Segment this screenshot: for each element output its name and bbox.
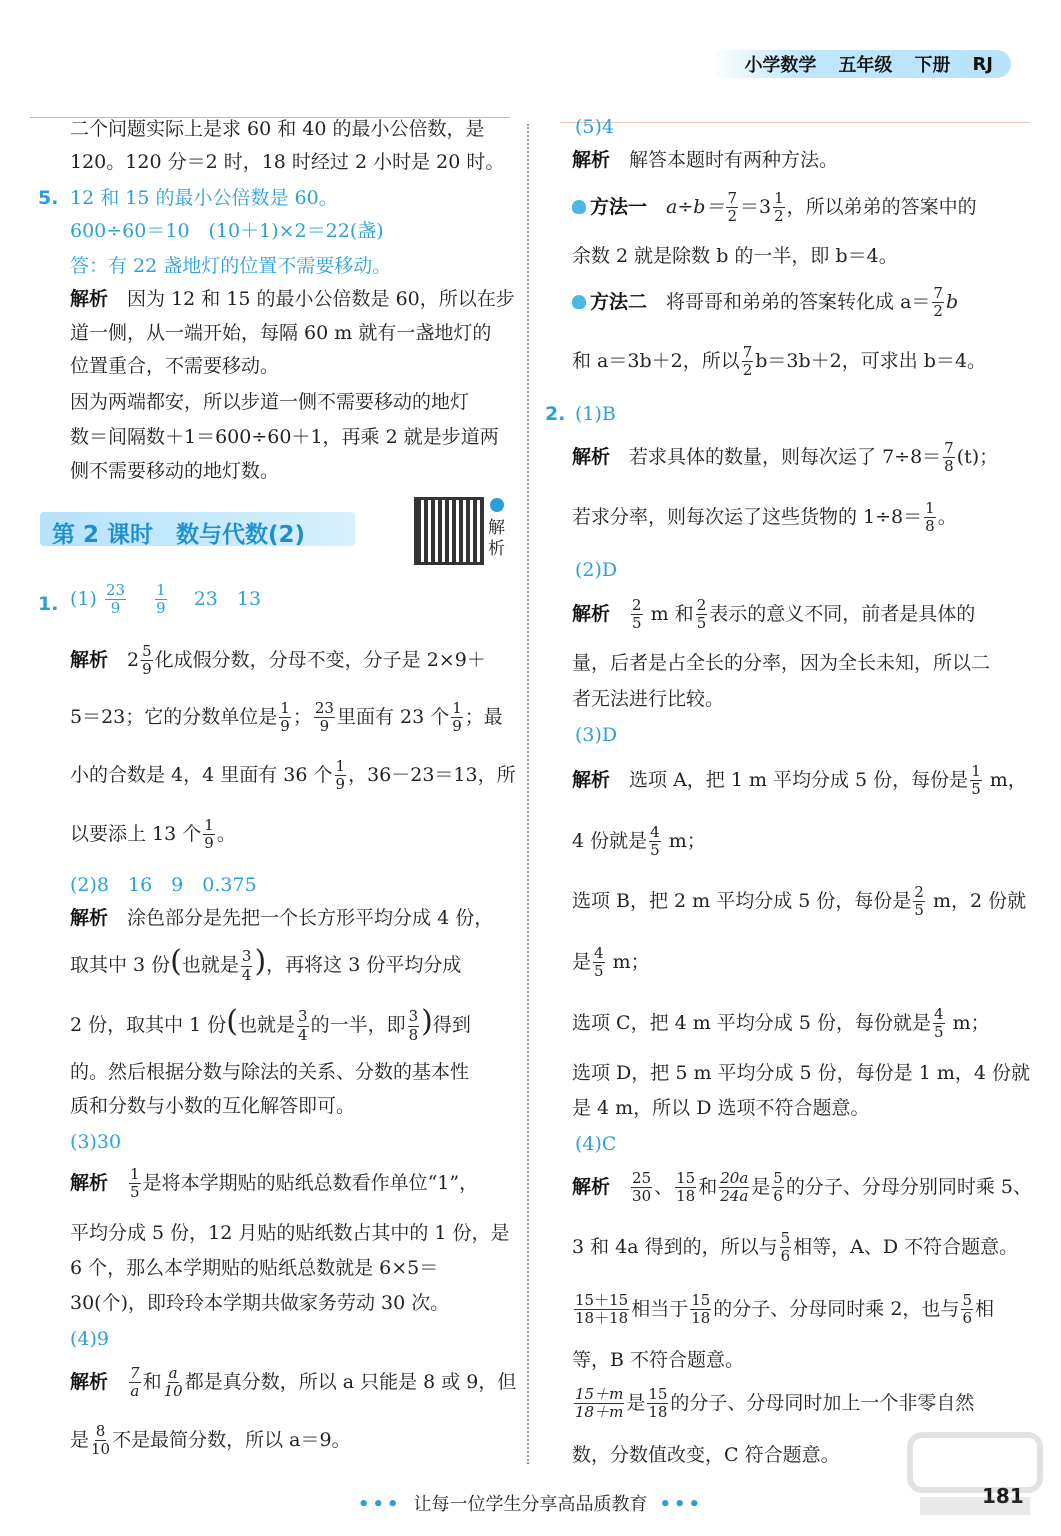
frac-num: 5: [962, 1291, 972, 1309]
fraction-7-a: [129, 1365, 141, 1401]
q1-explain-3: [70, 758, 516, 794]
q2-text: 的分子、分母分别同时乘 5、: [785, 1175, 1032, 1198]
q5-explain-4: 因为两端都安，所以步道一侧不需要移动的地灯: [70, 391, 470, 413]
fraction-3-4: [241, 948, 253, 984]
fraction-4-5: [593, 945, 605, 981]
q1-3-explain-2: 平均分成 5 份，12 月贴的贴纸数占其中的 1 份，是: [70, 1222, 510, 1244]
q2-4-explain-3: [572, 1292, 994, 1328]
frac-num: 4: [933, 1005, 944, 1023]
q1-3-explain-1: [70, 1166, 478, 1202]
frac-num: 8: [95, 1422, 106, 1440]
q1-2-text: 的一半，即: [310, 1014, 406, 1036]
fraction-1-2: [773, 190, 785, 226]
fraction-8-10: [91, 1423, 110, 1459]
explain-label: 解析: [572, 149, 611, 171]
q2-text: 选项 A，把 1 m 平均分成 5 份，每份是: [629, 768, 969, 791]
q5-answer-c: 答：有 22 盏地灯的位置不需要移动。: [70, 255, 392, 277]
frac-num: 4: [594, 944, 604, 962]
header-grade: 五年级: [838, 55, 893, 76]
q1-2-text: 涂色部分是先把一个长方形平均分成 4 份，: [127, 907, 494, 929]
q2-4-explain-1: [572, 1170, 1032, 1206]
explain-label: 解析: [70, 648, 109, 671]
q1-2-answer: (2)8 16 9 0.375: [70, 874, 257, 896]
frac-den: a: [130, 1382, 140, 1401]
frac-den: 2: [727, 207, 737, 226]
q5-answer-a: 12 和 15 的最小公倍数是 60。: [70, 187, 338, 209]
fraction-20a-24a: [719, 1170, 749, 1206]
q2-4-explain-4: 等，B 不符合题意。: [572, 1349, 745, 1371]
frac-num: 7: [727, 189, 737, 207]
frac-den: 5: [650, 841, 660, 860]
fraction-15p15-18p18: [574, 1292, 629, 1328]
frac-den: 5: [594, 962, 604, 981]
q5-explain-1: [70, 290, 515, 309]
fraction-5-6: [772, 1170, 784, 1206]
q2-text: 4 份就是: [572, 829, 648, 852]
q2-text: 。: [937, 505, 957, 528]
header-subject: 小学数学: [744, 55, 817, 76]
column-divider: [527, 124, 529, 1464]
q2-text: 表示的意义不同，前者是具体的: [709, 602, 976, 625]
q1-text: ，36－23＝13，所: [348, 763, 516, 786]
q2-text: 相: [974, 1297, 994, 1320]
method-1-line-1: [572, 190, 977, 226]
footer-dots-left: •••: [357, 1494, 402, 1515]
q2-3-answer: (3)D: [575, 724, 618, 746]
frac-den: 2: [933, 302, 943, 321]
q2-1-explain-1: [572, 440, 998, 476]
frac-den: 8: [408, 1025, 419, 1044]
q2-4-answer: (4)C: [575, 1133, 617, 1155]
q1-2-text: ，再将这 3 份平均分成: [266, 954, 462, 976]
q1-2-text: 得到: [432, 1014, 471, 1036]
frac-den: 24a: [720, 1187, 749, 1206]
explain-label: 解析: [572, 602, 611, 625]
q2-text: 是: [626, 1391, 646, 1414]
q2-text: 相等，A、D 不符合题意。: [793, 1235, 1019, 1258]
q5-explain-3: 位置重合，不需要移动。: [70, 355, 280, 377]
frac-num: 1: [204, 816, 214, 834]
q1-4-text: 不是最简分数，所以 a＝9。: [112, 1428, 351, 1451]
frac-den: 9: [142, 660, 152, 679]
q2-text: m；: [952, 1011, 990, 1034]
fraction-1-9: [335, 758, 347, 794]
q1-text: ；: [292, 705, 312, 728]
q2-text: (t)；: [956, 445, 999, 468]
frac-num: 15＋15: [575, 1291, 629, 1309]
q2-text: 的分子、分母同时加上一个非零自然: [670, 1391, 975, 1414]
page-number: 181: [982, 1484, 1024, 1508]
frac-num: 1: [971, 762, 981, 780]
fraction-2-5: [696, 597, 708, 633]
explain-label: 解析: [70, 1370, 109, 1393]
q1-4-answer: (4)9: [70, 1328, 110, 1350]
q2-4-explain-5: [572, 1386, 974, 1422]
method-text: ＝3: [740, 195, 772, 218]
frac-den: 2: [742, 361, 753, 380]
frac-den: 18: [691, 1309, 711, 1328]
frac-num: 2: [696, 596, 707, 614]
header-divider-right: [560, 122, 1030, 123]
fraction-1-9: [155, 582, 167, 618]
fraction-7-8: [943, 440, 955, 476]
fraction-1-5: [129, 1166, 141, 1202]
q2-3-explain-7: 是 4 m，所以 D 选项不符合题意。: [572, 1097, 870, 1119]
paren-right: ): [254, 944, 267, 979]
q2-1-explain-2: [572, 500, 957, 536]
q5-explain-6: 侧不需要移动的地灯数。: [70, 460, 280, 482]
fraction-1-9: [279, 700, 291, 736]
frac-num: 7: [944, 439, 954, 457]
q2-2-explain-3: 者无法进行比较。: [572, 688, 725, 710]
q2-text: 若求具体的数量，则每次运了 7÷8＝: [629, 445, 942, 468]
fraction-3-8: [408, 1008, 420, 1044]
q2-3-explain-6: 选项 D，把 5 m 平均分成 5 份，每份是 1 m，4 份就: [572, 1062, 1030, 1084]
frac-num: a: [168, 1364, 178, 1382]
frac-num: 15: [648, 1385, 668, 1403]
explain-label: 解析: [572, 768, 611, 791]
q1-4-explain-2: [70, 1423, 351, 1459]
method-text: 和 a＝3b＋2，所以: [572, 349, 740, 372]
frac-den: 10: [163, 1382, 183, 1401]
frac-num: 2: [914, 883, 924, 901]
play-icon: [490, 498, 504, 512]
q1-4-explain-1: [70, 1365, 516, 1401]
fraction-7-2: [932, 285, 944, 321]
frac-den: 4: [298, 1025, 308, 1044]
footer-dots-right: •••: [659, 1494, 704, 1515]
frac-num: 15: [676, 1169, 696, 1187]
method-1-line-2: 余数 2 就是除数 b 的一半，即 b＝4。: [572, 245, 898, 267]
frac-den: 18＋m: [575, 1403, 624, 1422]
section-title: 第 2 课时 数与代数(2): [52, 522, 306, 548]
fraction-5-6: [961, 1292, 973, 1328]
frac-den: 9: [319, 717, 330, 736]
method-2-label: 方法二: [590, 290, 648, 313]
q2-number: 2.: [545, 403, 566, 425]
q1-text: 小的合数是 4，4 里面有 36 个: [70, 763, 333, 786]
frac-den: 6: [962, 1309, 972, 1328]
frac-den: 5: [971, 780, 981, 799]
q1-3-answer: (3)30: [70, 1131, 122, 1153]
q1-text: 化成假分数，分母不变，分子是 2×9＋: [154, 648, 486, 671]
fraction-a-10: [164, 1365, 183, 1401]
method-text: ，所以弟弟的答案中的: [786, 195, 977, 218]
q2-text: m；: [612, 950, 650, 973]
fraction-15-18: [647, 1386, 668, 1422]
q5-answer-b: 600÷60＝10 (10＋1)×2＝22(盏): [70, 220, 384, 242]
fraction-4-5: [933, 1006, 945, 1042]
q5-explain-2: 道一侧，从一端开始，每隔 60 m 就有一盏地灯的: [70, 322, 492, 344]
watermark-logo: [900, 1425, 1050, 1525]
q1-3-explain-4: 30(个)，即玲玲本学期共做家务劳动 30 次。: [70, 1292, 450, 1314]
fraction-1-5: [970, 763, 982, 799]
q1-3-text: 是将本学期贴的贴纸总数看作单位“1”，: [142, 1171, 479, 1194]
q2-4-explain-6: 数，分数值改变，C 符合题意。: [572, 1444, 840, 1466]
q2-text: 3 和 4a 得到的，所以与: [572, 1235, 778, 1258]
frac-num: 15: [691, 1291, 711, 1309]
fraction-7-2: [726, 190, 738, 226]
frac-num: 23: [105, 581, 126, 599]
q1-text: 2: [127, 648, 140, 671]
q2-3-explain-4: [572, 945, 650, 981]
fraction-23-9: [105, 582, 126, 618]
frac-den: 18: [676, 1187, 696, 1206]
q2-3-explain-5: [572, 1006, 990, 1042]
frac-num: 5: [773, 1169, 783, 1187]
q2-1-answer: (1)B: [575, 403, 616, 425]
explain-label: 解析: [70, 907, 109, 929]
frac-den: 9: [156, 599, 166, 618]
right-explain-intro: [572, 151, 838, 170]
q1-text: ；最: [464, 705, 503, 728]
q1-2-explain-2: [70, 944, 462, 984]
frac-num: 25: [632, 1169, 652, 1187]
frac-den: 10: [91, 1440, 111, 1459]
frac-num: 1: [156, 581, 166, 599]
frac-num: 7: [130, 1364, 140, 1382]
q2-3-explain-2: [572, 824, 706, 860]
q2-text: m；: [668, 829, 706, 852]
fraction-1-9: [203, 817, 215, 853]
frac-den: 9: [204, 834, 214, 853]
frac-den: 5: [933, 1023, 944, 1042]
left-line-2: 120。120 分＝2 时，18 时经过 2 小时是 20 时。: [70, 151, 505, 173]
explain-label: 解析: [70, 288, 109, 310]
fraction-15pm-18pm: [574, 1386, 624, 1422]
q1-text: 里面有 23 个: [336, 705, 450, 728]
explain-label: 解析: [572, 445, 611, 468]
lightbulb-icon: [572, 200, 586, 214]
left-line-1: 二个问题实际上是求 60 和 40 的最小公倍数，是: [70, 118, 485, 140]
method-2-line-1: [572, 285, 958, 321]
q1-2-explain-3: [70, 1004, 471, 1044]
frac-den: 2: [774, 207, 784, 226]
lightbulb-icon: [572, 295, 586, 309]
fraction-1-9: [451, 700, 463, 736]
frac-num: 1: [280, 699, 290, 717]
method-text: b＝3b＋2，可求出 b＝4。: [755, 349, 987, 372]
q2-text: m 和: [650, 602, 694, 625]
q1-2-text: 取其中 3 份: [70, 954, 171, 976]
q1-2-text: 2 份，取其中 1 份: [70, 1014, 227, 1036]
q5-number: 5.: [38, 187, 59, 209]
q1-text: 以要添上 13 个: [70, 822, 202, 845]
frac-num: 1: [452, 699, 462, 717]
q2-text: 若求分率，则每次运了这些货物的 1÷8＝: [572, 505, 923, 528]
frac-den: 9: [110, 599, 121, 618]
fraction-7-2: [742, 344, 754, 380]
frac-den: 18＋18: [575, 1309, 629, 1328]
method-text: 将哥哥和弟弟的答案转化成 a＝: [666, 290, 931, 313]
fraction-15-18: [690, 1292, 711, 1328]
q1-2-text: 也就是: [181, 954, 239, 976]
frac-den: 5: [130, 1183, 140, 1202]
frac-den: 6: [780, 1247, 791, 1266]
frac-den: 5: [632, 614, 642, 633]
q2-2-explain-1: [572, 597, 975, 633]
frac-num: 4: [650, 823, 660, 841]
q2-text: 和: [698, 1175, 718, 1198]
paren-left: (: [170, 944, 182, 979]
frac-num: 1: [925, 499, 935, 517]
frac-num: 1: [774, 189, 784, 207]
fraction-2-5: [631, 597, 643, 633]
frac-num: 3: [298, 1007, 308, 1026]
q1-2-explain-4: 的。然后根据分数与除法的关系、分数的基本性: [70, 1061, 470, 1083]
header-term: 下册: [914, 55, 951, 76]
fraction-15-18: [675, 1170, 696, 1206]
method-2-line-2: [572, 344, 986, 380]
fraction-3-4: [297, 1008, 309, 1044]
q2-text: 是: [572, 950, 592, 973]
frac-den: 18: [648, 1403, 668, 1422]
frac-num: 5: [780, 1229, 791, 1247]
frac-den: 9: [280, 717, 290, 736]
paren-right: ): [421, 1004, 433, 1039]
right-text: 解答本题时有两种方法。: [629, 149, 839, 171]
frac-num: 3: [241, 947, 252, 966]
paren-left: (: [226, 1004, 239, 1039]
q2-text: 选项 C，把 4 m 平均分成 5 份，每份就是: [572, 1011, 931, 1034]
frac-den: 30: [632, 1187, 652, 1206]
frac-num: 1: [335, 757, 346, 775]
frac-num: 7: [933, 284, 943, 302]
fraction-5-9: [141, 643, 153, 679]
q1-explain-4: [70, 817, 236, 853]
q2-text: 、: [654, 1175, 674, 1198]
q2-3-explain-1: [572, 763, 1027, 799]
frac-num: 3: [408, 1007, 419, 1026]
fraction-23-9: [314, 700, 335, 736]
q-5-4-answer: (5)4: [575, 116, 615, 138]
q1-text: 5＝23；它的分数单位是: [70, 705, 278, 728]
q1-number: 1.: [38, 593, 59, 615]
q2-4-explain-2: [572, 1230, 1018, 1266]
footer-slogan: 让每一位学生分享高品质教育: [413, 1494, 648, 1515]
q5-explain-text-1: 因为 12 和 15 的最小公倍数是 60，所以在步: [127, 288, 515, 310]
fraction-1-8: [924, 500, 936, 536]
header-edition: RJ: [972, 53, 993, 75]
frac-den: 8: [925, 517, 935, 536]
frac-den: 6: [773, 1187, 783, 1206]
q2-text: m，2 份就: [933, 889, 1027, 912]
q5-explain-5: 数＝间隔数＋1＝600÷60＋1，再乘 2 就是步道两: [70, 426, 499, 448]
explain-label: 解析: [572, 1175, 611, 1198]
frac-num: 5: [142, 642, 152, 660]
q1-2-explain-5: 质和分数与小数的互化解答即可。: [70, 1095, 356, 1117]
fraction-25-30: [631, 1170, 652, 1206]
frac-num: 2: [632, 596, 642, 614]
q1-1-label: (1): [70, 587, 97, 610]
q1-4-text: 是: [70, 1428, 90, 1451]
q1-2-explain-1: [70, 909, 493, 928]
explain-label: 解析: [70, 1171, 109, 1194]
q1-4-text: 都是真分数，所以 a 只能是 8 或 9，但: [184, 1370, 517, 1393]
frac-den: 5: [914, 901, 924, 920]
method-text: b: [945, 290, 959, 313]
frac-num: 1: [130, 1165, 140, 1183]
qr-code-icon[interactable]: [414, 497, 484, 565]
fraction-4-5: [649, 824, 661, 860]
q1-4-text: 和: [142, 1370, 162, 1393]
q2-text: 相当于: [631, 1297, 689, 1320]
q2-text: 的分子、分母同时乘 2，也与: [713, 1297, 960, 1320]
fraction-2-5: [913, 884, 925, 920]
header-bar: [711, 50, 1011, 78]
frac-den: 5: [696, 614, 707, 633]
q2-3-explain-3: [572, 884, 1026, 920]
q1-explain-1: [70, 643, 486, 679]
q1-3-explain-3: 6 个，那么本学期贴的贴纸总数就是 6×5＝: [70, 1257, 439, 1279]
method-text: a÷b＝: [666, 195, 725, 218]
frac-den: 9: [452, 717, 462, 736]
fraction-5-6: [780, 1230, 792, 1266]
frac-den: 8: [944, 457, 954, 476]
frac-den: 9: [335, 775, 346, 794]
frac-num: 23: [314, 699, 334, 717]
q1-1-answer: [70, 582, 261, 618]
q2-text: m，: [989, 768, 1027, 791]
q1-2-text: 也就是: [238, 1014, 296, 1036]
frac-num: 15＋m: [575, 1385, 624, 1403]
q2-text: 是: [751, 1175, 771, 1198]
frac-den: 4: [241, 965, 252, 984]
q1-1-rest: 23 13: [193, 587, 262, 610]
qr-label: 解析: [488, 518, 505, 559]
method-1-label: 方法一: [590, 195, 648, 218]
q1-explain-2: [70, 700, 503, 736]
q1-text: 。: [216, 822, 236, 845]
q2-text: 选项 B，把 2 m 平均分成 5 份，每份是: [572, 889, 912, 912]
frac-num: 20a: [720, 1169, 749, 1187]
frac-num: 7: [742, 343, 753, 361]
q2-2-explain-2: 量，后者是占全长的分率，因为全长未知，所以二: [572, 652, 991, 674]
q2-2-answer: (2)D: [575, 559, 618, 581]
